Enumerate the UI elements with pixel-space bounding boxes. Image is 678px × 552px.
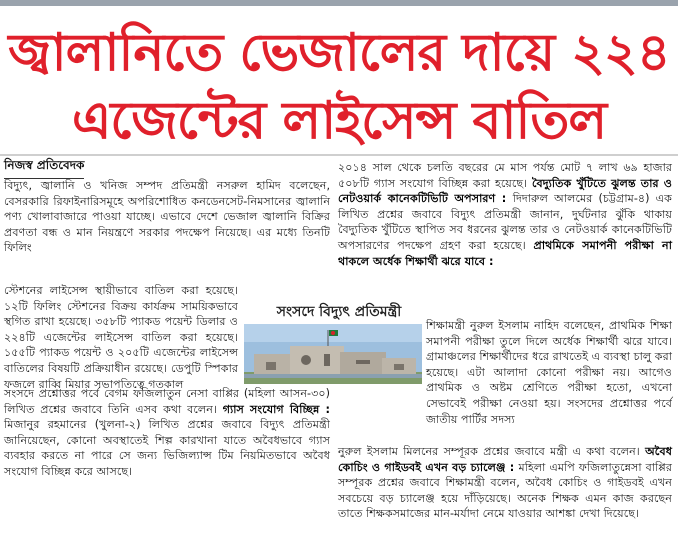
paragraph	[4, 386, 330, 480]
paragraph-text: সংসদে প্রশ্নোত্তর পর্বে বেগম ফজিলাতুন নেসা বাপ্পির (মহিলা আসন-৩০) লিখিত প্রশ্নের জবাবে তিনি এসব কথা বলেন।	[4, 387, 330, 416]
article-left-top	[4, 178, 330, 256]
paragraph	[338, 444, 672, 522]
article-right-top	[338, 160, 672, 269]
headline-line-2: এজেন্টের লাইসেন্স বাতিল	[71, 91, 607, 151]
photo-caption: সংসদে বিদ্যুৎ প্রতিমন্ত্রী	[244, 300, 434, 322]
paragraph-text: দিদারুল আলমের (চট্টগ্রাম-৪) এক লিখিত প্রশ্নের জবাবে বিদ্যুৎ প্রতিমন্ত্রী জানান, দুর্ঘটনার ঝুঁকি থাকায় বৈদ্যুতিক খুঁটিতে স্থাপিত সব ধরনের ঝুলন্ত তার ও নেটওয়ার্ক কানেকটিভিটি অপসারণের পদক্ষেপ গ্রহণ করা হয়েছে।	[338, 192, 672, 252]
subheading-gas-disconnect: গ্যাস সংযোগ বিচ্ছিন্ন :	[222, 402, 330, 416]
subheading-primary-exam: প্রাথমিকে সমাপনী পরীক্ষা না থাকলে অর্ধেক শিক্ষার্থী ঝরে যাবে :	[338, 238, 672, 268]
article-right-middle	[426, 318, 672, 427]
subheading-coaching: অবৈধ কোচিং ও গাইডবই এখন বড় চ্যালেঞ্জ :	[338, 445, 672, 474]
paragraph-text: নুরুল ইসলাম মিলনের সম্পূরক প্রশ্নের জবাবে মন্ত্রী এ কথা বলেন।	[338, 445, 646, 458]
paragraph-text: মিজানুর রহমানের (খুলনা-২) লিখিত প্রশ্নের জবাবে বিদ্যুৎ প্রতিমন্ত্রী জানিয়েছেন, কোনো অবস্থাতেই শিল্প কারখানা যাতে অবৈধভাবে গ্যাস ব্যবহার করতে না পারে সে জন্য ভিজিল্যান্স টিম নিয়মিতভাবে অবৈধ সংযোগ বিচ্ছিন্ন করে আসছে।	[4, 418, 330, 478]
paragraph-text: মহিলা এমপি ফজিলাতুন্নেসা বাপ্পির সম্পূরক প্রশ্নের জবাবে শিক্ষামন্ত্রী বলেন, অবৈধ কোচিং ও গাইডবই এখন সবচেয়ে বড় চ্যালেঞ্জ হয়ে দাঁড়িয়েছে। অনেক শিক্ষক এমন কাজ করছেন তাতে শিক্ষকসমাজের মান-মর্যাদা নেমে যাওয়ার আশঙ্কা দেখা দিয়েছে।	[338, 460, 672, 521]
headline-line-1: জ্বালানিতে ভেজালের দায়ে ২২৪	[8, 23, 670, 83]
parliament-building-image	[244, 324, 422, 384]
article-left-middle	[4, 283, 238, 392]
paragraph: শিক্ষামন্ত্রী নুরুল ইসলাম নাহিদ বলেছেন, প্রাথমিক শিক্ষা সমাপনী পরীক্ষা তুলে দিলে অর্ধেক শিক্ষার্থী ঝরে যাবে। গ্রামাঞ্চলের শিক্ষার্থীদের ধরে রাখতেই এ ব্যবস্থা চালু করা হয়েছে। এটা আলাদা কোনো পরীক্ষা নয়। আগেও প্রাথমিক ও অষ্টম শ্রেণিতে পরীক্ষা হতো, এখনো সেভাবেই পরীক্ষা নেওয়া হয়। সংসদের প্রশ্নোত্তর পর্বে জাতীয় পার্টির সদস্য	[426, 319, 672, 426]
subheading-hanging-wires: বৈদ্যুতিক খুঁটিতে ঝুলন্ত তার ও নেটওয়ার্ক কানেকটিভিটি অপসারণ :	[338, 176, 672, 206]
paragraph: বিদ্যুৎ, জ্বালানি ও খনিজ সম্পদ প্রতিমন্ত্রী নসরুল হামিদ বলেছেন, বেসরকারি রিফাইনারিসমূহে অপরিশোধিত কনডেনসেট-নিমসানের জ্বালানি পণ্য খোলাবাজারে পাওয়া যাচ্ছে। এভাবে দেশে ভেজাল জ্বালানি বিক্রির প্রবণতা বন্ধ ও মান নিয়ন্ত্রণে সরকার পদক্ষেপ নিয়েছে। এর মধ্যে তিনটি ফিলিং	[4, 179, 330, 255]
paragraph	[338, 160, 672, 269]
article-left-bottom	[4, 386, 330, 480]
byline: নিজস্ব প্রতিবেদক	[4, 157, 84, 179]
top-border	[0, 0, 678, 6]
parliament-photo	[244, 324, 422, 384]
article-right-bottom	[338, 444, 672, 522]
paragraph-text: ২০১৪ সাল থেকে চলতি বছরের মে মাস পর্যন্ত মোট ৭ লাখ ৬৯ হাজার ৫০৮টি গ্যাস সংযোগ বিচ্ছিন্ন করা হয়েছে।	[338, 161, 672, 190]
paragraph: স্টেশনের লাইসেন্স স্থায়ীভাবে বাতিল করা হয়েছে। ১২টি ফিলিং স্টেশনের বিক্রয় কার্যক্রম সাময়িকভাবে স্থগিত রাখা হয়েছে। ৩৫৮টি প্যাকড পয়েন্ট ডিলার ও ২২৪টি এজেন্টের লাইসেন্স বাতিল করা হয়েছে। ১৫৫টি প্যাকড পয়েন্ট ও ২০৫টি এজেন্টের লাইসেন্স বাতিলের বিষয়টি প্রক্রিয়াধীন রয়েছে। ডেপুটি স্পিকার ফজলে রাব্বি মিয়ার সভাপতিত্বে গতকাল	[4, 284, 238, 391]
headline-divider	[0, 154, 678, 156]
